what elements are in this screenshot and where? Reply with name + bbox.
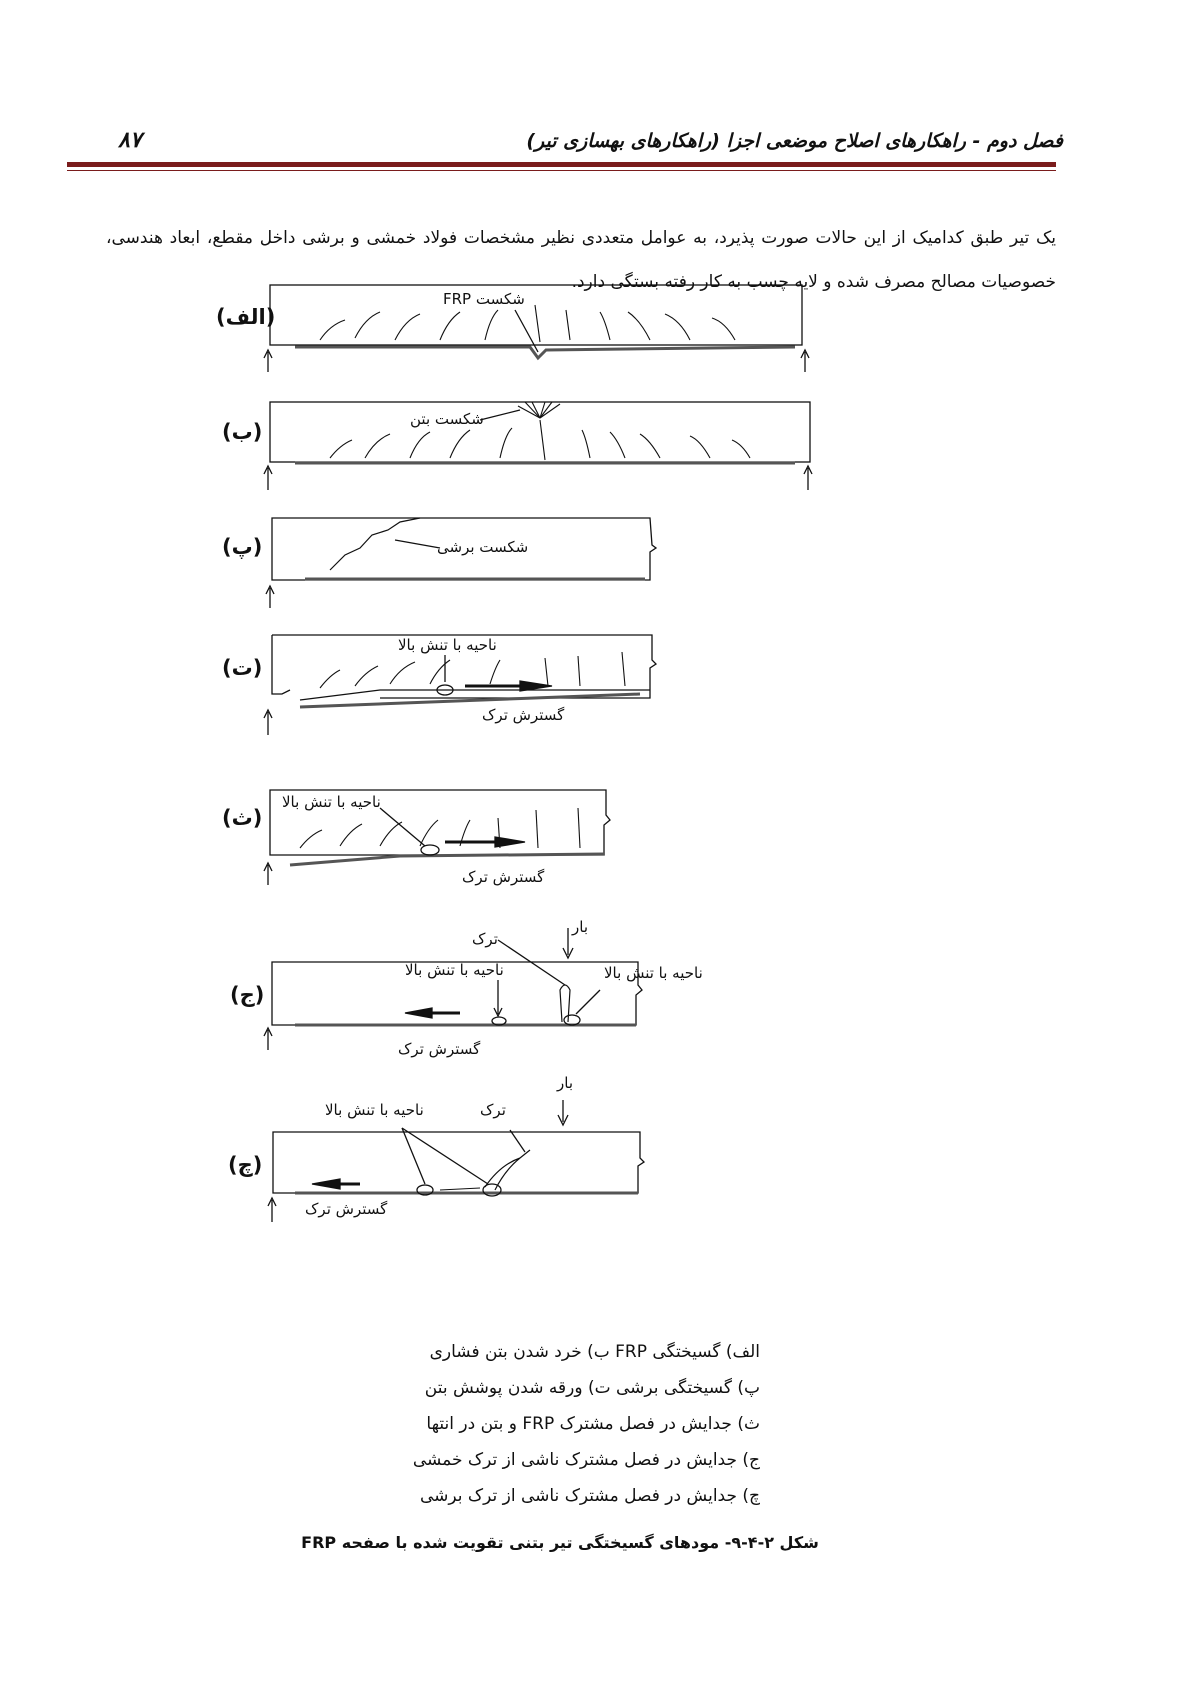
panel-label-t: (ت): [222, 656, 263, 680]
panel-label-a: (الف): [216, 305, 276, 329]
annotation-load-ch: بار: [557, 1074, 573, 1092]
panel-label-j: (ج): [230, 983, 265, 1007]
page-number: ۸۷: [118, 128, 142, 153]
annotation-high-stress-th: ناحیه با تنش بالا: [282, 793, 381, 811]
panel-label-b: (ب): [222, 420, 263, 444]
annotation-frp-rupture: شکست FRP: [443, 290, 525, 308]
legend-line: چ) جدایش در فصل مشترک ناشی از ترک برشی: [419, 1486, 760, 1506]
annotation-load-j: بار: [572, 918, 588, 936]
annotation-crack-growth-j: گسترش ترک: [398, 1040, 481, 1058]
panel-label-th: (ث): [222, 806, 263, 830]
annotation-crack-ch: ترک: [480, 1101, 506, 1119]
figure-caption: شکل ۲-۴-۹- مودهای گسیختگی تیر بتنی تقویت شده با صفحه FRP: [301, 1533, 819, 1552]
annotation-crack-growth-th: گسترش ترک: [462, 868, 545, 886]
figure-legend: [360, 1334, 760, 1514]
annotation-high-stress-t: ناحیه با تنش بالا: [398, 636, 497, 654]
annotation-high-stress-ch: ناحیه با تنش بالا: [325, 1101, 424, 1119]
panel-label-ch: (چ): [228, 1153, 263, 1177]
legend-line: پ) گسیختگی برشی ت) ورقه شدن پوشش بتن: [424, 1378, 760, 1398]
legend-line: الف) گسیختگی FRP ب) خرد شدن بتن فشاری: [429, 1342, 760, 1362]
legend-line: ج) جدایش در فصل مشترک ناشی از ترک خمشی: [412, 1450, 760, 1470]
annotation-crack-j: ترک: [472, 930, 498, 948]
annotation-high-stress-j-right: ناحیه با تنش بالا: [604, 964, 703, 982]
panel-label-p: (پ): [222, 535, 263, 559]
annotation-crack-growth-t: گسترش ترک: [482, 706, 565, 724]
annotation-high-stress-j-left: ناحیه با تنش بالا: [405, 961, 504, 979]
body-paragraph: یک تیر طبق کدامیک از این حالات صورت پذیرد، به عوامل متعددی نظیر مشخصات فولاد خمشی و برشی داخل مقطع، ابعاد هندسی، خصوصیات مصالح مصرف شده و لایه چسب به کار رفته بستگی دارد.: [106, 228, 1056, 292]
annotation-concrete-crush: شکست بتن: [410, 410, 484, 428]
legend-line: ث) جدایش در فصل مشترک FRP و بتن در انتها: [426, 1414, 760, 1434]
annotation-crack-growth-ch: گسترش ترک: [305, 1200, 388, 1218]
chapter-header-title: فصل دوم - راهکارهای اصلاح موضعی اجزا (راهکارهای بهسازی تیر): [526, 130, 1063, 152]
annotation-shear-failure: شکست برشی: [437, 538, 529, 556]
